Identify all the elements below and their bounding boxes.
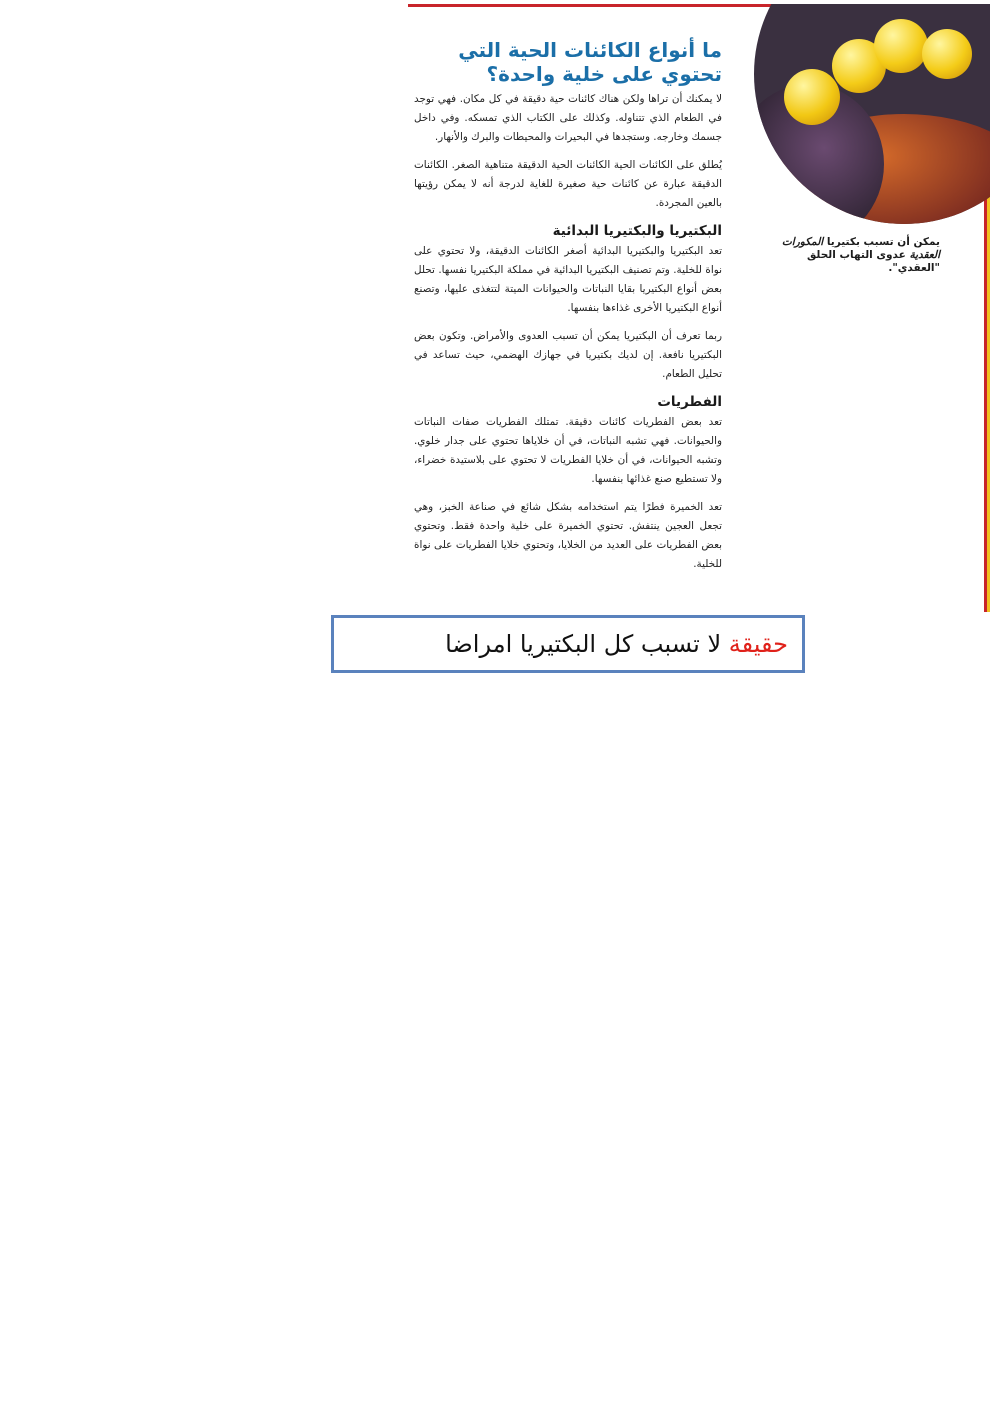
title-line-1: ما أنواع الكائنات الحية التي (458, 38, 722, 62)
fungi-heading: الفطريات (657, 394, 722, 410)
article-title (414, 38, 722, 86)
caption-text-end: عدوى التهاب الحلق "العقدي". (806, 249, 940, 274)
fact-box (331, 615, 805, 673)
streptococcus-bacteria-photo (754, 4, 990, 224)
fact-text: لا تسبب كل البكتيريا امراضا (445, 630, 729, 658)
intro-paragraph-1: لا يمكنك أن تراها ولكن هناك كائنات حية دقيقة في كل مكان. فهي توجد في الطعام الذي تتناوله. وكذلك على الكتاب الذي تمسكه. وفي داخل جسمك وخارجه. وستجدها في البحيرات والمحيطات والبرك والأنهار. (414, 93, 722, 143)
textbook-page-scan (408, 4, 990, 612)
bacterium-cell (922, 29, 972, 79)
fact-label: حقيقة (728, 630, 788, 658)
intro-paragraph-2: يُطلق على الكائنات الحية الكائنات الحية الدقيقة متناهية الصغر. الكائنات الدقيقة عبارة عن كائنات حية صغيرة للغاية لدرجة أنه لا يمكن رؤيتها بالعين المجردة. (414, 159, 722, 209)
bacteria-heading: البكتيريا والبكتيريا البدائية (552, 223, 722, 239)
title-line-2: تحتوي على خلية واحدة؟ (486, 62, 722, 86)
caption-text-start: يمكن أن تسبب بكتيريا (823, 236, 940, 248)
bacteria-paragraph-2: ربما تعرف أن البكتيريا يمكن أن تسبب العدوى والأمراض. وتكون بعض البكتيريا نافعة. إن لديك بكتيريا في جهازك الهضمي، حيث تساعد في تحليل الطعام. (414, 330, 722, 380)
article-column (414, 38, 722, 583)
fungi-paragraph-2: تعد الخميرة فطرًا يتم استخدامه بشكل شائع في صناعة الخبز، وهي تجعل العجين ينتفش. تحتوي الخميرة على خلية واحدة فقط. وتحتوي بعض الفطريات على العديد من الخلايا، وتحتوي خلايا الفطريات على نواة للخلية. (414, 501, 722, 570)
bacterium-cell (784, 69, 840, 125)
bacterium-cell (874, 19, 928, 73)
caption-italic-term: المكورات العقدية (781, 236, 940, 261)
fungi-paragraph-1: تعد بعض الفطريات كائنات دقيقة. تمتلك الفطريات صفات النباتات والحيوانات. فهي تشبه النباتات، في أن خلاياها تحتوي على جدار خلوي. وتشبه الحيوانات، في أن خلايا الفطريات لا تحتوي على بلاستيدة خضراء، ولا تستطيع صنع غذائها بنفسها. (414, 416, 722, 485)
bacteria-paragraph-1: تعد البكتيريا والبكتيريا البدائية أصغر الكائنات الدقيقة، ولا تحتوي على نواة للخلية. وتم تصنيف البكتيريا البدائية في مملكة البكتيريا نفسها. تحلل بعض أنواع البكتيريا بقايا النباتات والحيوانات الميتة لتتغذى عليها، وتصنع أنواع البكتيريا الأخرى غذاءها بنفسها. (414, 245, 722, 314)
photo-caption (754, 236, 940, 275)
